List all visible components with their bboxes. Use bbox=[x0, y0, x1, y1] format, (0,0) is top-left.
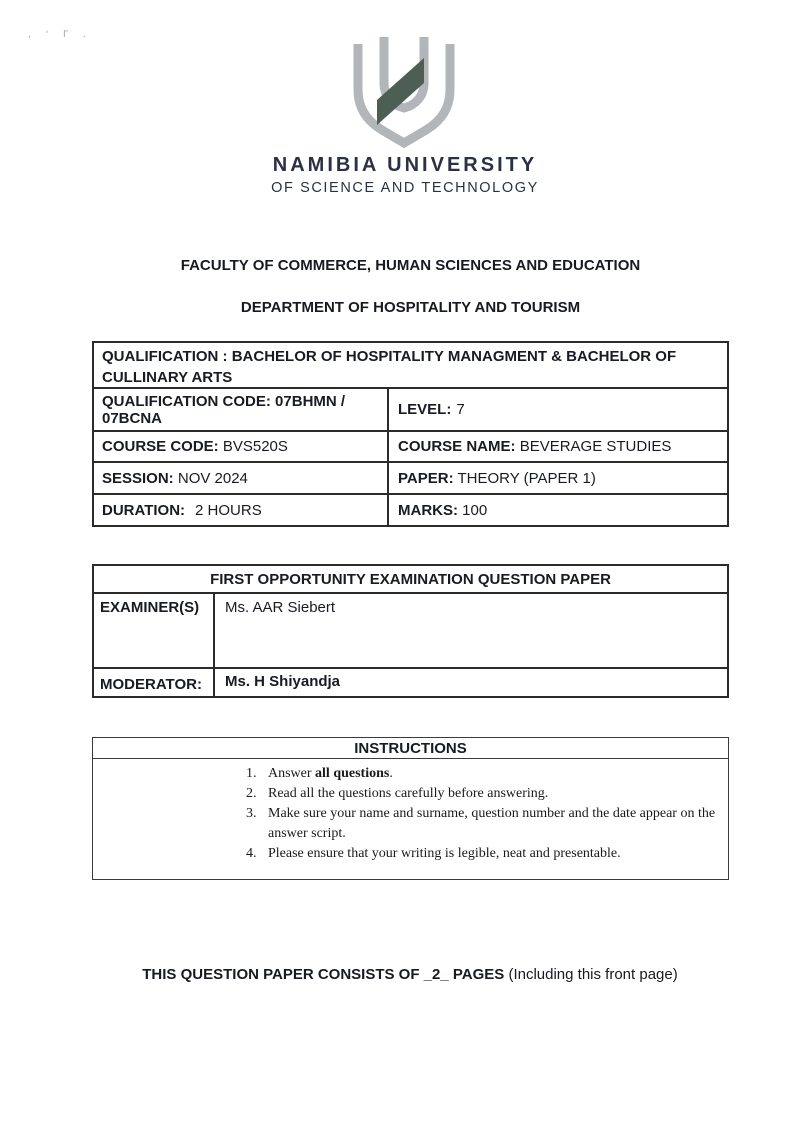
item-text: Answer all questions. bbox=[268, 766, 393, 781]
level-cell bbox=[389, 389, 727, 430]
duration-cell bbox=[94, 495, 389, 525]
list-item bbox=[246, 844, 720, 864]
examiner-label: EXAMINER(S) bbox=[94, 594, 215, 667]
course-info-table bbox=[92, 341, 729, 527]
session-cell bbox=[94, 463, 389, 493]
duration-label: DURATION: bbox=[102, 501, 186, 519]
table-row bbox=[94, 343, 727, 387]
qualification-cell bbox=[94, 343, 727, 387]
table-row bbox=[94, 667, 727, 696]
duration-value: 2 HOURS bbox=[195, 501, 262, 519]
moderator-value: Ms. H Shiyandja bbox=[225, 673, 341, 690]
paper-cell bbox=[389, 463, 727, 493]
paper-label: PAPER: bbox=[398, 469, 454, 487]
item-number: 2. bbox=[246, 786, 257, 801]
item-text: Read all the questions carefully before answering. bbox=[268, 786, 549, 801]
table-row bbox=[94, 387, 727, 430]
nust-shield-logo bbox=[351, 36, 457, 151]
page-count-bold: THIS QUESTION PAPER CONSISTS OF _2_ PAGES bbox=[142, 966, 505, 983]
moderator-label: MODERATOR: bbox=[94, 669, 215, 696]
item-number: 1. bbox=[246, 766, 257, 781]
table-row bbox=[94, 594, 727, 667]
item-text: Please ensure that your writing is legible, neat and presentable. bbox=[268, 846, 621, 861]
instructions-list bbox=[93, 759, 728, 864]
scan-artifact-marks: , ' Γ . bbox=[28, 30, 92, 40]
item-text: Make sure your name and surname, question number and the date appear on the answer script. bbox=[268, 806, 716, 841]
session-value: NOV 2024 bbox=[177, 469, 248, 487]
faculty-heading: FACULTY OF COMMERCE, HUMAN SCIENCES AND EDUCATION bbox=[180, 257, 641, 274]
qualification-code-value: 07BHMN / 07BCNA bbox=[102, 392, 346, 427]
exam-paper-title: FIRST OPPORTUNITY EXAMINATION QUESTION PAPER bbox=[94, 566, 727, 594]
item-number: 3. bbox=[246, 806, 257, 821]
table-row bbox=[94, 430, 727, 461]
university-wordmark: NAMIBIA UNIVERSITY bbox=[272, 154, 538, 176]
level-label: LEVEL: bbox=[398, 401, 452, 418]
course-name-label: COURSE NAME: bbox=[398, 438, 516, 455]
page-count-statement bbox=[60, 966, 760, 983]
paper-value: THEORY (PAPER 1) bbox=[457, 469, 596, 487]
list-item bbox=[246, 764, 720, 784]
marks-value: 100 bbox=[462, 501, 488, 519]
marks-cell bbox=[389, 495, 727, 525]
course-code-cell bbox=[94, 432, 389, 461]
table-row bbox=[94, 493, 727, 525]
session-label: SESSION: bbox=[102, 469, 174, 487]
level-value: 7 bbox=[456, 401, 465, 418]
instructions-title: INSTRUCTIONS bbox=[93, 738, 728, 759]
examination-table bbox=[92, 564, 729, 698]
course-code-label: COURSE CODE: bbox=[102, 438, 219, 455]
department-heading: DEPARTMENT OF HOSPITALITY AND TOURISM bbox=[240, 299, 581, 316]
qualification-code-label: QUALIFICATION CODE: bbox=[102, 392, 271, 410]
examiner-value: Ms. AAR Siebert bbox=[225, 599, 336, 616]
list-item bbox=[246, 804, 720, 844]
qualification-line1: QUALIFICATION : BACHELOR OF HOSPITALITY MANAGMENT & BACHELOR OF bbox=[102, 348, 677, 365]
course-name-value: BEVERAGE STUDIES bbox=[519, 438, 672, 455]
page-count-note: (Including this front page) bbox=[504, 966, 678, 983]
marks-label: MARKS: bbox=[398, 501, 458, 519]
list-item bbox=[246, 784, 720, 804]
instructions-box bbox=[92, 737, 729, 880]
course-name-cell bbox=[389, 432, 727, 461]
qualification-code-cell bbox=[94, 389, 389, 430]
table-row bbox=[94, 461, 727, 493]
course-code-value: BVS520S bbox=[222, 438, 288, 455]
item-number: 4. bbox=[246, 846, 257, 861]
university-wordmark-subtitle: OF SCIENCE AND TECHNOLOGY bbox=[271, 180, 539, 196]
qualification-line2: CULLINARY ARTS bbox=[102, 369, 233, 386]
